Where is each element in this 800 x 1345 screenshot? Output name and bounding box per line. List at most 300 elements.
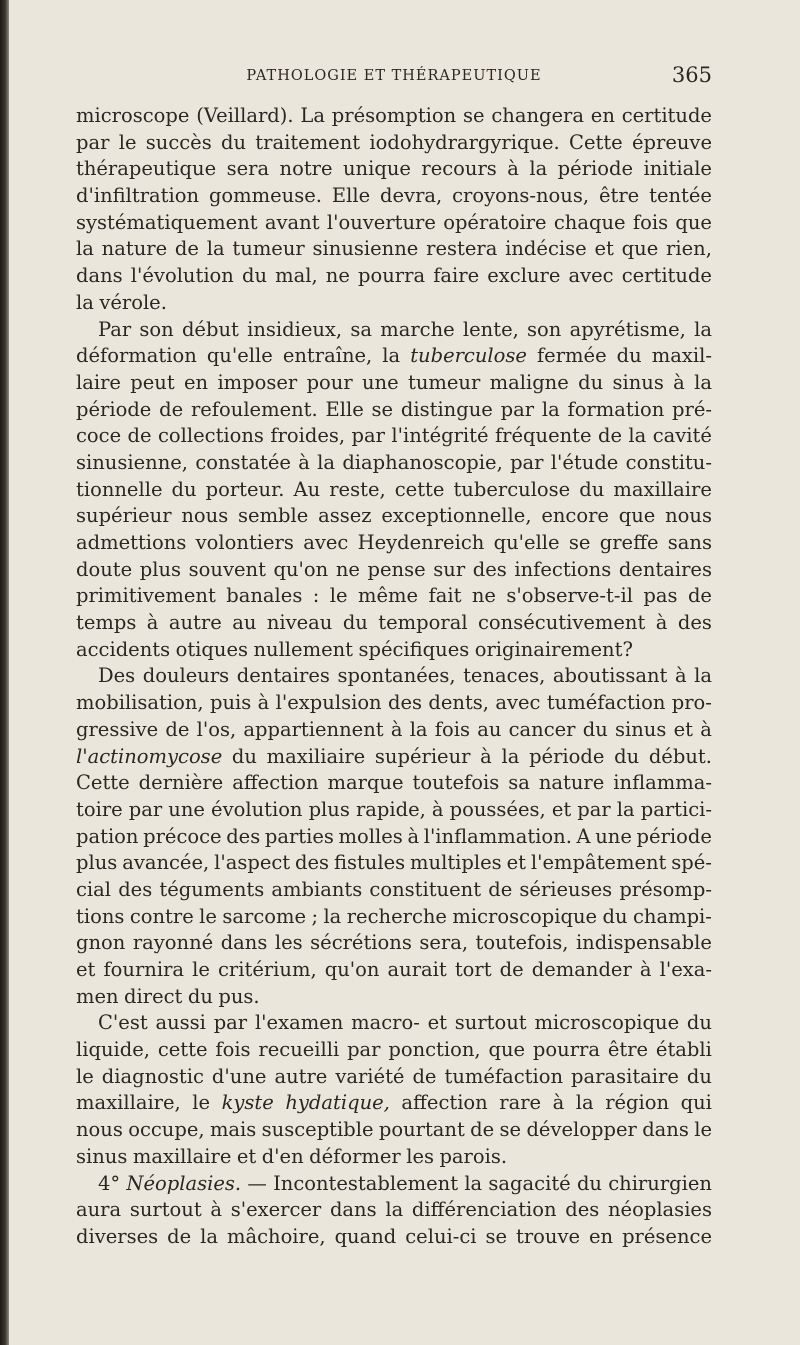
word: volontiers	[195, 531, 294, 554]
word: l'ouverture	[326, 210, 436, 234]
word: parasitaire	[571, 1064, 679, 1088]
word: recours	[421, 157, 497, 181]
word: entraîne,	[282, 344, 373, 368]
word: microscope	[76, 104, 190, 127]
word: de	[488, 877, 513, 901]
word: la	[76, 237, 94, 261]
word: primitivement	[76, 584, 216, 608]
text-line	[76, 504, 712, 531]
word: à	[390, 717, 403, 741]
word: initiale	[643, 157, 712, 181]
word: à	[146, 611, 159, 635]
word: assez	[318, 504, 372, 528]
word: supérieur	[76, 504, 172, 528]
running-title: PATHOLOGIE ET THÉRAPEUTIQUE	[246, 68, 542, 84]
word: la	[529, 157, 548, 181]
word: fois	[215, 1038, 251, 1062]
word: cancer	[508, 717, 576, 741]
word: le	[192, 1091, 211, 1115]
word: la	[616, 797, 635, 821]
word: A	[576, 824, 591, 848]
word: de	[470, 1118, 495, 1142]
word: à	[480, 744, 492, 768]
word: épreuve	[631, 130, 712, 154]
word: chaque	[553, 210, 626, 234]
word: du	[241, 264, 268, 288]
word: opératoire	[443, 210, 547, 234]
word: développer	[526, 1118, 637, 1142]
word: du	[686, 1011, 712, 1035]
word: se	[485, 1224, 508, 1248]
word: région	[605, 1091, 670, 1115]
word: que	[621, 237, 659, 261]
word: ambiants	[271, 877, 363, 901]
word: la	[76, 290, 94, 314]
word: à	[674, 664, 687, 688]
word: constituent	[369, 877, 482, 901]
word: pourra	[358, 264, 426, 288]
word: laire	[76, 370, 121, 394]
word: maxillaire	[132, 1144, 232, 1168]
word: banales	[226, 584, 303, 608]
word: du	[602, 904, 628, 928]
word: surtout	[129, 1198, 202, 1222]
word: plus	[308, 797, 350, 821]
text-line	[76, 985, 712, 1012]
word: affection	[401, 1091, 488, 1115]
word: une	[595, 824, 632, 848]
word: rare	[499, 1091, 542, 1115]
word: otiques	[175, 637, 248, 661]
text-line	[76, 184, 712, 211]
word: niveau	[266, 611, 333, 635]
text-line	[76, 905, 712, 932]
text-line	[76, 371, 712, 398]
word: son	[139, 317, 174, 341]
word: trouve	[516, 1224, 581, 1248]
word: fistules	[333, 851, 406, 875]
word: Elle	[331, 184, 371, 208]
word: à	[210, 1198, 223, 1222]
text-line	[76, 1118, 712, 1145]
word: encore	[541, 504, 609, 528]
word: de	[687, 584, 712, 608]
word: iodohydrargyrique.	[369, 130, 560, 154]
word: Au	[293, 477, 321, 501]
word: par	[351, 424, 385, 448]
word: rayonné	[132, 931, 214, 955]
word: les	[274, 931, 303, 955]
word: champi-	[632, 904, 712, 928]
word: pas	[643, 584, 678, 608]
word: du	[616, 344, 642, 368]
word: même	[358, 584, 419, 608]
word: en	[589, 1224, 614, 1248]
word: exceptionnelle,	[381, 504, 532, 528]
word: néoplasies	[608, 1198, 712, 1222]
text-line	[76, 825, 712, 852]
word: du	[231, 744, 257, 768]
word: thérapeutique	[76, 157, 217, 181]
word: maligne	[489, 370, 569, 394]
word: gnon	[76, 931, 126, 955]
word: et	[551, 797, 572, 821]
word: maxillaire	[613, 477, 712, 501]
word: par	[577, 797, 611, 821]
text-line	[76, 1065, 712, 1092]
word: fois	[632, 210, 669, 234]
word: tuberculose	[453, 477, 571, 501]
word: à	[639, 958, 652, 981]
italic-term: hydatique,	[285, 1091, 390, 1115]
word: gommeuse.	[208, 184, 322, 208]
word: C'est	[98, 1011, 148, 1035]
word: diagnostic	[101, 1064, 204, 1088]
text-line	[76, 211, 712, 238]
word: présomption	[331, 104, 457, 127]
word: avant	[264, 210, 320, 234]
word: l'aspect	[214, 851, 291, 875]
word: l'examen	[254, 1011, 344, 1035]
word: l'exa-	[659, 958, 712, 981]
word: sera	[226, 157, 270, 181]
word: pation	[76, 824, 139, 848]
word: sinusienne	[312, 237, 419, 261]
text-line	[76, 558, 712, 585]
word: Heydenreich	[357, 531, 485, 554]
word: en	[590, 104, 615, 127]
word: à	[552, 1091, 565, 1115]
word: souvent	[188, 557, 266, 581]
word: la	[694, 370, 712, 394]
text-line	[76, 584, 712, 611]
word: période	[76, 397, 152, 421]
word: le	[694, 1118, 712, 1142]
word: du	[576, 1171, 602, 1195]
word: sera,	[419, 931, 469, 955]
word: sinus	[76, 1144, 128, 1168]
word: 4°	[98, 1171, 121, 1195]
text-line	[76, 131, 712, 158]
word: de	[499, 958, 524, 981]
word: une	[362, 370, 399, 394]
word: lente,	[462, 317, 519, 341]
word: pré-	[672, 397, 712, 421]
word: de	[127, 424, 152, 448]
word: au	[477, 717, 502, 741]
word: période	[529, 744, 605, 768]
word: tort	[454, 958, 492, 981]
word: dans	[642, 1118, 689, 1142]
word: tuméfaction	[444, 1064, 564, 1088]
word: toutefois	[412, 771, 500, 795]
word: liquide,	[76, 1038, 150, 1062]
word: multiples	[410, 851, 502, 875]
word: des	[295, 851, 330, 875]
word: —	[247, 1171, 267, 1195]
word: tumeur	[407, 370, 481, 394]
word: se	[568, 531, 591, 554]
word: de	[412, 1064, 437, 1088]
word: (Veillard).	[196, 104, 294, 127]
word: susceptible	[261, 1118, 374, 1142]
word: aura	[76, 1198, 122, 1222]
word: établi	[655, 1038, 712, 1062]
word: qu'on	[324, 958, 380, 981]
word: froides,	[270, 424, 346, 448]
word: l'inflammation.	[423, 824, 572, 848]
word: puis	[210, 691, 252, 715]
word: chirurgien	[608, 1171, 712, 1195]
word: nous	[665, 504, 712, 528]
word: fournira	[103, 958, 185, 981]
text-line	[76, 878, 712, 905]
word: certitude	[621, 104, 712, 127]
word: rien,	[666, 237, 712, 261]
word: Des	[98, 664, 136, 688]
word: mobilisation,	[76, 691, 204, 715]
word: de	[165, 717, 190, 741]
word: indécise	[505, 237, 587, 261]
word: par	[347, 1038, 381, 1062]
text-line	[76, 531, 712, 558]
word: de	[167, 1224, 192, 1248]
word: être	[598, 184, 640, 208]
word: sagacité	[488, 1171, 571, 1195]
word: tuméfaction	[546, 691, 666, 715]
word: mais	[209, 1118, 257, 1142]
word: toutefois,	[475, 931, 569, 955]
word: par	[213, 1011, 248, 1035]
word: la	[409, 717, 428, 741]
word: Par	[98, 317, 132, 341]
word: maxiliaire	[266, 744, 366, 768]
word: qu'elle	[206, 344, 273, 368]
word: admettions	[76, 531, 187, 554]
word: succès	[145, 130, 212, 154]
word: déformer	[309, 1144, 401, 1168]
word: du	[187, 984, 213, 1008]
word: sans	[667, 531, 712, 554]
word: par	[510, 450, 544, 474]
word: plus	[139, 557, 182, 581]
text-line	[76, 664, 712, 691]
word: unique	[342, 157, 411, 181]
word: mâchoire,	[226, 1224, 326, 1248]
word: et	[506, 851, 526, 875]
word: sinus	[614, 717, 667, 741]
word: la	[200, 1224, 218, 1248]
word: traitement	[255, 130, 361, 154]
word: la	[385, 1198, 404, 1222]
word: et	[76, 958, 96, 981]
word: dans	[329, 1198, 377, 1222]
word: diaphanoscopie,	[342, 450, 503, 474]
word: nous	[76, 1118, 123, 1142]
word: mal,	[275, 264, 318, 288]
word: sérieuses	[519, 877, 613, 901]
word: se	[463, 104, 485, 127]
word: de	[159, 397, 184, 421]
text-line	[76, 451, 712, 478]
text-line	[76, 318, 712, 345]
word: le	[329, 584, 348, 608]
word: ;	[311, 904, 319, 928]
word: fermée	[536, 344, 607, 368]
word: l'étude	[550, 450, 619, 474]
text-line	[76, 1038, 712, 1065]
word: temporal	[378, 611, 468, 635]
word: porteur.	[205, 477, 285, 501]
word: à	[673, 370, 685, 394]
word: douleurs	[142, 664, 230, 688]
italic-term: kyste	[221, 1091, 274, 1115]
book-page	[76, 62, 712, 1252]
text-line	[76, 264, 712, 291]
word: parties	[264, 824, 334, 848]
word: précoce	[143, 824, 222, 848]
word: critérium,	[218, 958, 317, 981]
text-line	[76, 398, 712, 425]
word: autre	[168, 611, 222, 635]
word: son	[527, 317, 562, 341]
word: du	[582, 717, 608, 741]
text-line	[76, 798, 712, 825]
word: et	[427, 1011, 447, 1035]
word: dentaires	[618, 557, 712, 581]
word: d'infiltration	[76, 184, 200, 208]
text-line	[76, 1198, 712, 1225]
word: microscopique	[452, 904, 598, 928]
word: évolution	[211, 797, 303, 821]
word: la	[541, 397, 560, 421]
word: des	[472, 557, 507, 581]
word: que	[675, 210, 712, 234]
word: spécifiques	[358, 637, 470, 661]
word: au	[232, 611, 257, 635]
word: téguments	[159, 877, 265, 901]
word: pro-	[671, 691, 712, 715]
text-line	[76, 478, 712, 505]
word: coce	[76, 424, 122, 448]
text-line	[76, 745, 712, 772]
word: sa	[350, 317, 372, 341]
word: tentée	[649, 184, 712, 208]
text-line	[76, 424, 712, 451]
word: du	[578, 370, 604, 394]
word: le	[118, 130, 137, 154]
word: peut	[130, 370, 175, 394]
word: microscopique	[534, 1011, 680, 1035]
page-header	[76, 62, 712, 90]
word: du	[686, 1064, 712, 1088]
word: début	[181, 317, 239, 341]
word: que	[488, 1038, 526, 1062]
word: se	[499, 1118, 522, 1142]
word: infections	[514, 557, 612, 581]
word: s'exercer	[230, 1198, 322, 1222]
word: pense	[367, 557, 426, 581]
word: être	[607, 1038, 649, 1062]
word: recherche	[346, 904, 447, 928]
word: cette	[157, 1038, 208, 1062]
word: restera	[426, 237, 498, 261]
word: imposer	[217, 370, 298, 394]
text-line	[76, 611, 712, 638]
text-line	[76, 157, 712, 184]
word: la	[323, 904, 342, 928]
page-binding-edge	[0, 0, 9, 1345]
word: parois.	[439, 1144, 508, 1168]
word: toire	[76, 797, 123, 821]
word: rapide,	[355, 797, 426, 821]
word: en	[184, 370, 209, 394]
word: pus.	[218, 984, 260, 1008]
word: du	[342, 611, 368, 635]
word: molles	[338, 824, 403, 848]
word: systématiquement	[76, 210, 258, 234]
word: tionnelle	[76, 477, 163, 501]
word: de	[597, 424, 622, 448]
word: recueilli	[258, 1038, 340, 1062]
word: présence	[622, 1224, 712, 1248]
word: constitu-	[625, 450, 712, 474]
word: par	[500, 397, 535, 421]
word: avec	[495, 691, 541, 715]
word: pourtant	[378, 1118, 465, 1142]
word: direct	[124, 984, 183, 1008]
word: ne	[471, 584, 496, 608]
word: qu'elle	[493, 531, 560, 554]
word: les	[406, 1144, 434, 1168]
word: certitude	[621, 264, 712, 288]
word: cette	[394, 477, 445, 501]
word: occupe,	[128, 1118, 205, 1142]
word: des	[226, 824, 261, 848]
word: doute	[76, 557, 133, 581]
word: refoulement.	[190, 397, 318, 421]
word: la	[628, 424, 647, 448]
word: spé-	[671, 851, 712, 875]
word: la	[382, 344, 401, 368]
text-line	[76, 1145, 712, 1172]
word: sécrétions	[310, 931, 412, 955]
word: qu'on	[273, 557, 329, 581]
word: d'en	[261, 1144, 304, 1168]
word: l'évolution	[130, 264, 234, 288]
word: notre	[279, 157, 333, 181]
word: collections	[157, 424, 264, 448]
text-line	[76, 1225, 712, 1252]
word: sinus	[612, 370, 664, 394]
word: autre	[274, 1064, 328, 1088]
word: du	[579, 477, 605, 501]
word: du	[171, 477, 197, 501]
word: faire	[433, 264, 480, 288]
text-line	[76, 344, 712, 371]
word: à	[655, 611, 668, 635]
word: appartiennent	[243, 717, 384, 741]
word: sa	[508, 771, 530, 795]
word: cial	[76, 877, 112, 901]
word: nature	[538, 771, 605, 795]
word: fréquente	[494, 424, 592, 448]
word: avancée,	[122, 851, 210, 875]
word: sinusienne,	[76, 450, 189, 474]
word: qui	[680, 1091, 712, 1115]
word: à	[298, 450, 310, 474]
word: l'os,	[196, 717, 237, 741]
